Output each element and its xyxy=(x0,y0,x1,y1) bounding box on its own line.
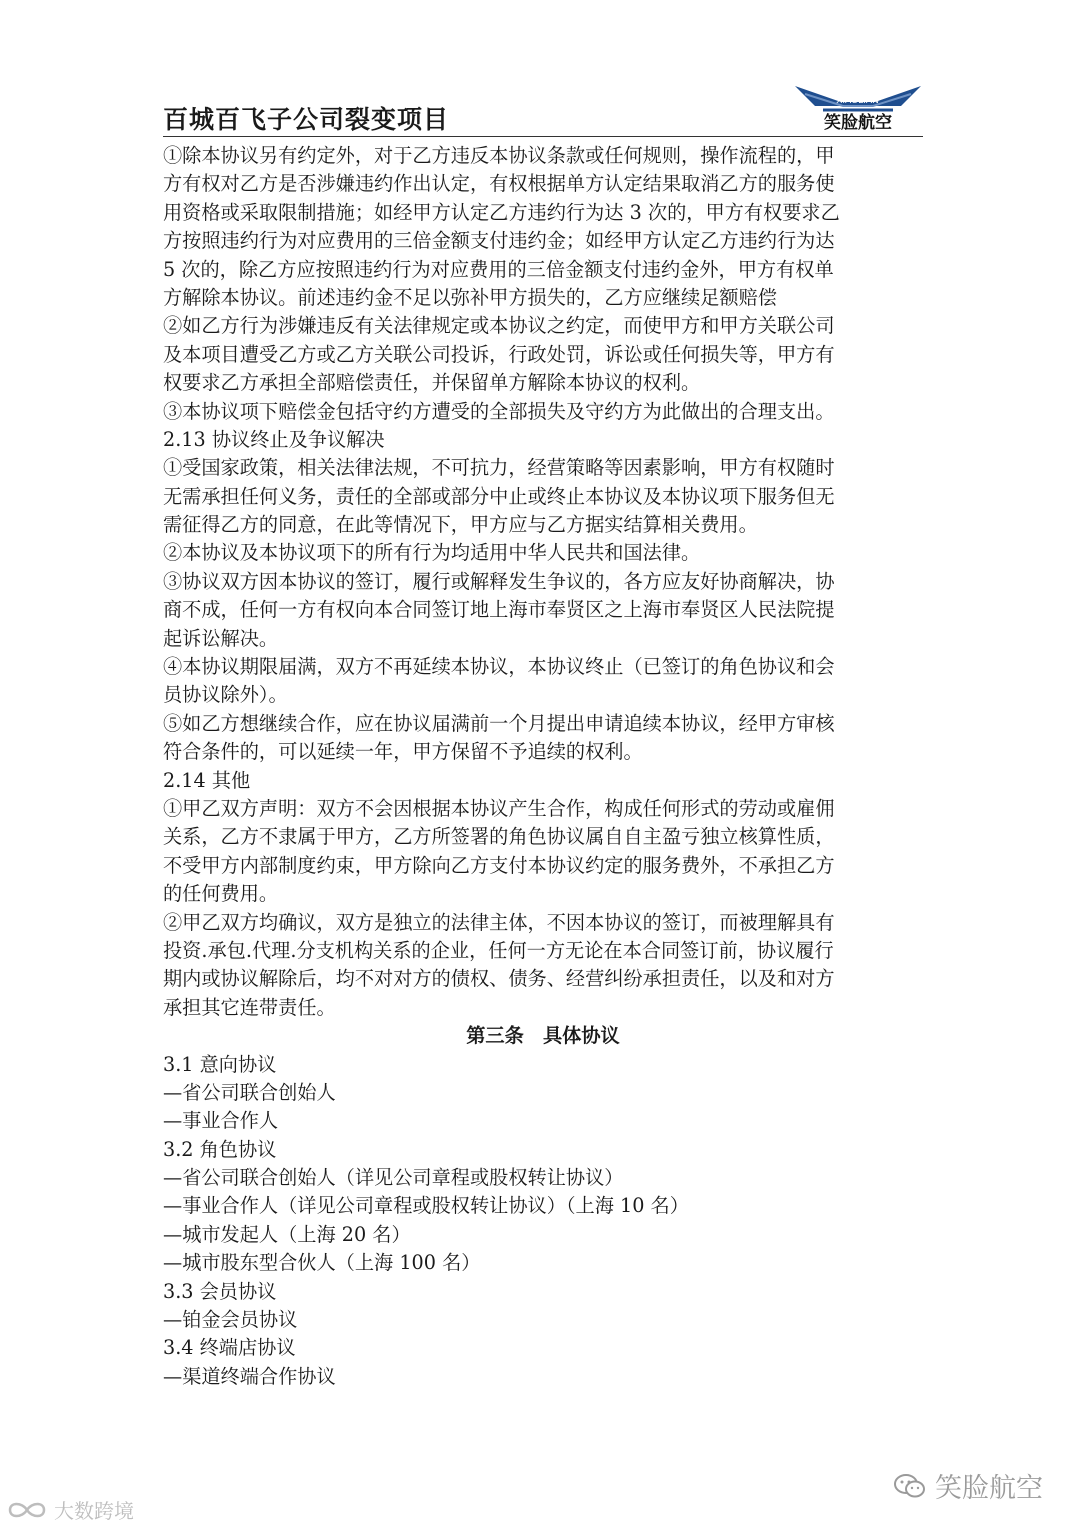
body-line: 符合条件的，可以延续一年，甲方保留不予追续的权利。 xyxy=(163,740,643,764)
body-line: 2.14 其他 xyxy=(163,768,251,792)
body-line: 不受甲方内部制度约束，甲方除向乙方支付本协议约定的服务费外，不承担乙方 xyxy=(163,853,835,877)
body-line: 2.13 协议终止及争议解决 xyxy=(163,427,385,451)
body-line: ②如乙方行为涉嫌违反有关法律规定或本协议之约定，而使甲方和甲方关联公司 xyxy=(163,314,835,338)
body-line: ③协议双方因本协议的签订，履行或解释发生争议的，各方应友好协商解决，协 xyxy=(163,569,835,593)
body-line: 第三条 具体协议 xyxy=(466,1024,620,1048)
body-line: 3.1 意向协议 xyxy=(163,1052,277,1076)
body-line: 无需承担任何义务，责任的全部或部分中止或终止本协议及本协议项下服务但无 xyxy=(163,484,835,508)
logo-wing-text: XIAOLIAN xyxy=(836,96,880,106)
header-divider xyxy=(163,136,923,137)
body-line: 关系，乙方不隶属于甲方，乙方所签署的角色协议属自自主盈亏独立核算性质， xyxy=(163,825,835,849)
body-line: 承担其它连带责任。 xyxy=(163,995,336,1019)
watermark-right-text: 笑脸航空 xyxy=(935,1473,1043,1504)
body-line: 员协议除外）。 xyxy=(163,683,288,707)
body-line: ①受国家政策，相关法律法规，不可抗力，经营策略等因素影响，甲方有权随时 xyxy=(163,456,835,480)
body-line: ⑤如乙方想继续合作，应在协议届满前一个月提出申请追续本协议，经甲方审核 xyxy=(163,711,835,735)
body-line: ①甲乙双方声明：双方不会因根据本协议产生合作，构成任何形式的劳动或雇佣 xyxy=(163,796,835,820)
body-line: 起诉讼解决。 xyxy=(163,626,279,650)
body-line: 方按照违约行为对应费用的三倍金额支付违约金；如经甲方认定乙方违约行为达 xyxy=(163,229,835,253)
body-line: 3.4 终端店协议 xyxy=(163,1336,296,1360)
body-line: 方解除本协议。前述违约金不足以弥补甲方损失的，乙方应继续足额赔偿 xyxy=(163,285,777,309)
body-line: ②甲乙双方均确议，双方是独立的法律主体，不因本协议的签订，而被理解具有 xyxy=(163,910,835,934)
body-line: —渠道终端合作协议 xyxy=(163,1364,336,1388)
watermark-left xyxy=(6,1495,134,1524)
body-line: —城市股东型合伙人（上海 100 名） xyxy=(163,1251,481,1275)
body-line: 期内或协议解除后，均不对对方的债权、债务、经营纠纷承担责任，以及和对方 xyxy=(163,967,835,991)
infinity-logo-icon xyxy=(6,1498,48,1522)
watermark-right xyxy=(893,1466,1043,1505)
body-line: —省公司联合创始人（详见公司章程或股权转让协议） xyxy=(163,1166,624,1190)
body-line: 需征得乙方的同意，在此等情况下，甲方应与乙方据实结算相关费用。 xyxy=(163,513,758,537)
body-line: —铂金会员协议 xyxy=(163,1308,298,1332)
body-line: ③本协议项下赔偿金包括守约方遭受的全部损失及守约方为此做出的合理支出。 xyxy=(163,399,835,423)
body-line: —事业合作人 xyxy=(163,1109,279,1133)
watermark-left-text: 大数跨境 xyxy=(54,1499,134,1523)
body-line: ①除本协议另有约定外，对于乙方违反本协议条款或任何规则，操作流程的，甲 xyxy=(163,144,835,167)
body-line: 5 次的，除乙方应按照违约行为对应费用的三倍金额支付违约金外，甲方有权单 xyxy=(163,257,834,281)
body-line: —城市发起人（上海 20 名） xyxy=(163,1222,411,1246)
body-line: —省公司联合创始人 xyxy=(163,1080,336,1104)
body-line: ④本协议期限届满，双方不再延续本协议，本协议终止（已签订的角色协议和会 xyxy=(163,655,835,679)
body-line: 3.3 会员协议 xyxy=(163,1279,277,1303)
body-line: —事业合作人（详见公司章程或股权转让协议）（上海 10 名） xyxy=(163,1194,689,1218)
body-line: 投资.承包.代理.分支机构关系的企业，任何一方无论在本合同签订前，协议履行 xyxy=(163,938,834,962)
body-line: 用资格或采取限制措施；如经甲方认定乙方违约行为达 3 次的，甲方有权要求乙 xyxy=(163,200,840,224)
body-line: ②本协议及本协议项下的所有行为均适用中华人民共和国法律。 xyxy=(163,541,701,565)
logo-text: 笑脸航空 xyxy=(824,113,892,133)
body-line: 及本项目遭受乙方或乙方关联公司投诉，行政处罚，诉讼或任何损失等，甲方有 xyxy=(163,342,835,366)
agreement-body xyxy=(163,142,923,1391)
body-line: 方有权对乙方是否涉嫌违约作出认定，有权根据单方认定结果取消乙方的服务使 xyxy=(163,172,835,196)
body-line: 权要求乙方承担全部赔偿责任，并保留单方解除本协议的权利。 xyxy=(163,371,701,395)
wechat-icon xyxy=(893,1472,927,1500)
document-title: 百城百飞子公司裂变项目 xyxy=(163,105,450,134)
body-line: 的任何费用。 xyxy=(163,882,279,906)
body-line: 商不成，任何一方有权向本合同签订地上海市奉贤区之上海市奉贤区人民法院提 xyxy=(163,598,835,622)
body-line: 3.2 角色协议 xyxy=(163,1137,277,1161)
